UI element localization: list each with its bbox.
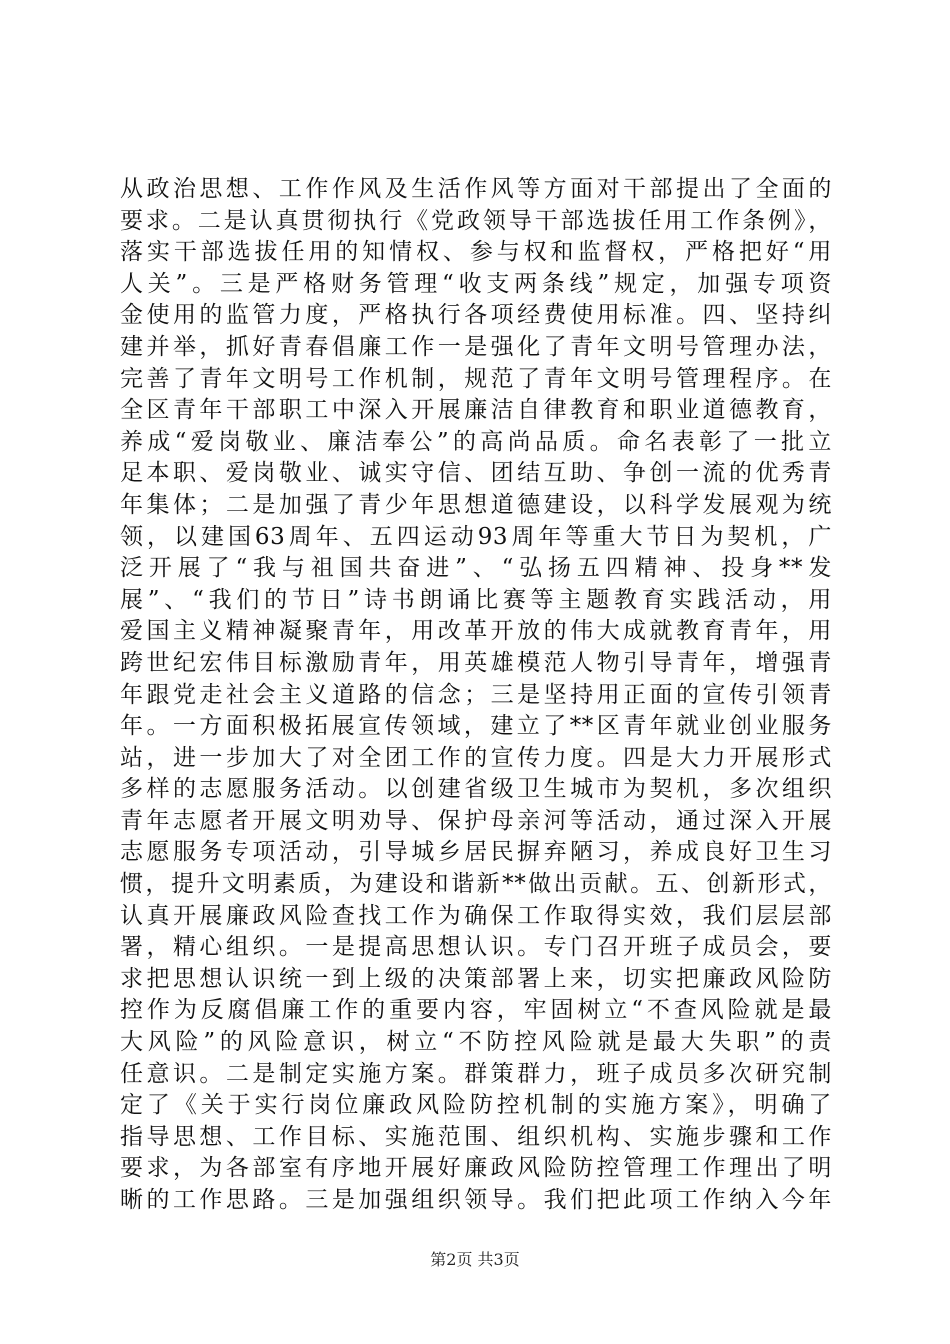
text-line: 控作为反腐倡廉工作的重要内容，牢固树立“不查风险就是最: [120, 997, 832, 1024]
text-line: 养成“爱岗敬业、廉洁奉公”的高尚品质。命名表彰了一批立: [120, 428, 832, 455]
text-line: 年跟党走社会主义道路的信念；三是坚持用正面的宣传引领青: [120, 681, 832, 708]
text-line: 完善了青年文明号工作机制，规范了青年文明号管理程序。在: [120, 365, 832, 392]
text-line: 认真开展廉政风险查找工作为确保工作取得实效，我们层层部: [120, 902, 832, 929]
text-line: 年。一方面积极拓展宣传领域，建立了**区青年就业创业服务: [120, 713, 832, 740]
text-line: 建并举，抓好青春倡廉工作一是强化了青年文明号管理办法，: [120, 333, 832, 360]
text-line: 站，进一步加大了对全团工作的宣传力度。四是大力开展形式: [120, 744, 832, 771]
text-line: 年集体；二是加强了青少年思想道德建设，以科学发展观为统: [120, 491, 832, 518]
text-line: 多样的志愿服务活动。以创建省级卫生城市为契机，多次组织: [120, 776, 832, 803]
text-line: 展”、“我们的节日”诗书朗诵比赛等主题教育实践活动，用: [120, 586, 832, 613]
body-text: [120, 174, 832, 1217]
text-line: 落实干部选拔任用的知情权、参与权和监督权，严格把好“用: [120, 239, 832, 266]
text-line: 定了《关于实行岗位廉政风险防控机制的实施方案》，明确了: [120, 1092, 832, 1119]
text-line: 金使用的监管力度，严格执行各项经费使用标准。四、坚持纠: [120, 302, 832, 329]
page-footer: 第2页 共3页: [430, 1250, 520, 1269]
text-line: 署，精心组织。一是提高思想认识。专门召开班子成员会，要: [120, 934, 832, 961]
text-line: 大风险”的风险意识，树立“不防控风险就是最大失职”的责: [120, 1029, 832, 1056]
text-line: 晰的工作思路。三是加强组织领导。我们把此项工作纳入今年: [120, 1187, 832, 1213]
text-line: 足本职、爱岗敬业、诚实守信、团结互助、争创一流的优秀青: [120, 460, 832, 487]
text-line: 从政治思想、工作作风及生活作风等方面对干部提出了全面的: [120, 176, 832, 202]
text-line: 全区青年干部职工中深入开展廉洁自律教育和职业道德教育，: [120, 397, 832, 424]
text-line: 要求，为各部室有序地开展好廉政风险防控管理工作理出了明: [120, 1155, 832, 1182]
text-line: 青年志愿者开展文明劝导、保护母亲河等活动，通过深入开展: [120, 807, 832, 834]
text-line: 泛开展了“我与祖国共奋进”、“弘扬五四精神、投身**发: [120, 555, 832, 582]
text-line: 要求。二是认真贯彻执行《党政领导干部选拔任用工作条例》，: [120, 207, 832, 234]
text-line: 志愿服务专项活动，引导城乡居民摒弃陋习，养成良好卫生习: [120, 839, 832, 866]
text-line: 任意识。二是制定实施方案。群策群力，班子成员多次研究制: [120, 1060, 832, 1087]
text-line: 领，以建国63周年、五四运动93周年等重大节日为契机，广: [120, 523, 832, 550]
text-line: 人关”。三是严格财务管理“收支两条线”规定，加强专项资: [120, 270, 832, 297]
text-line: 爱国主义精神凝聚青年，用改革开放的伟大成就教育青年，用: [120, 618, 832, 645]
text-line: 惯，提升文明素质，为建设和谐新**做出贡献。五、创新形式，: [120, 871, 832, 898]
text-line: 指导思想、工作目标、实施范围、组织机构、实施步骤和工作: [120, 1123, 832, 1150]
text-line: 求把思想认识统一到上级的决策部署上来，切实把廉政风险防: [120, 965, 832, 992]
text-line: 跨世纪宏伟目标激励青年，用英雄模范人物引导青年，增强青: [120, 649, 832, 676]
